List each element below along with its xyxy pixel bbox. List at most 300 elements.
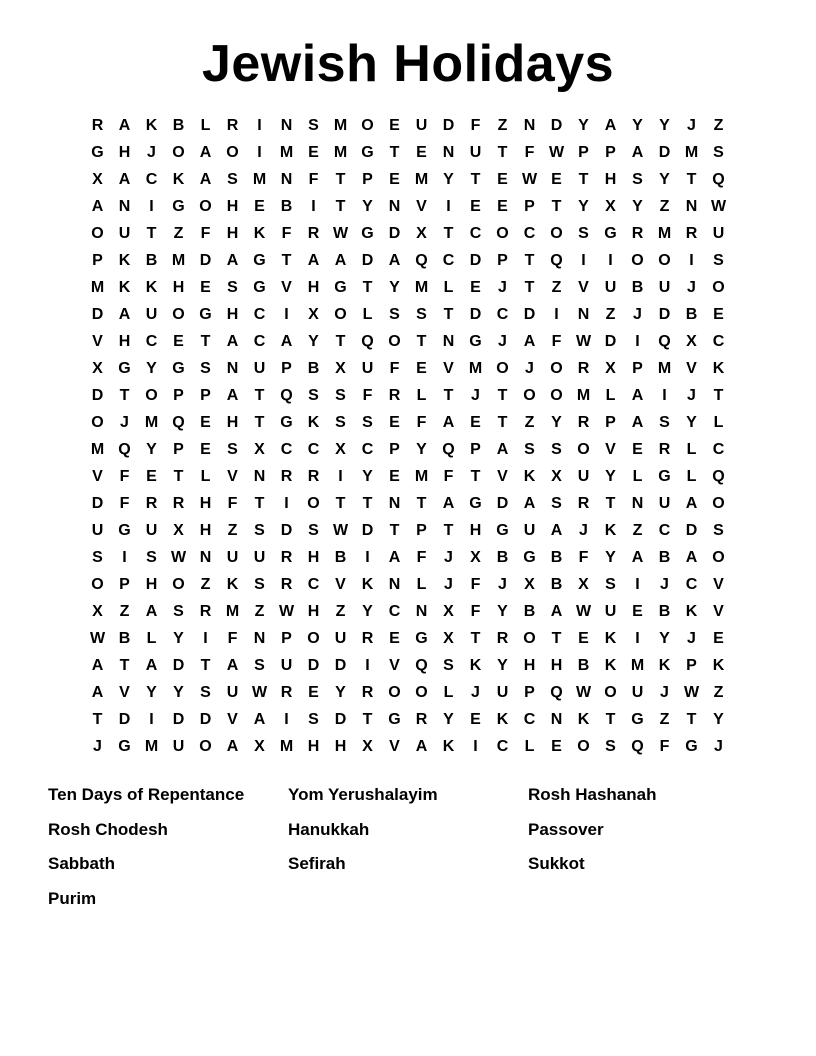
grid-letter: F [227,495,238,512]
grid-letter: C [280,441,293,458]
grid-letter: U [658,279,671,296]
grid-letter: N [388,198,401,215]
grid-letter: L [686,441,697,458]
grid-letter: A [388,549,401,566]
grid-row [84,193,732,220]
grid-letter: V [578,279,589,296]
grid-letter: E [308,684,319,701]
grid-letter: Y [173,684,184,701]
grid-letter: G [172,198,185,215]
grid-letter: Y [416,441,427,458]
grid-letter: T [335,198,346,215]
grid-letter: E [470,414,481,431]
grid-letter: H [307,279,320,296]
grid-letter: P [524,198,535,215]
grid-letter: K [496,711,509,728]
grid-letter: T [254,414,265,431]
grid-letter: X [524,576,535,593]
grid-letter: A [442,414,455,431]
grid-letter: V [605,441,616,458]
grid-letter: R [172,495,185,512]
grid-letter: G [469,333,482,350]
grid-letter: T [362,711,373,728]
grid-letter: G [253,279,266,296]
grid-letter: G [658,468,671,485]
grid-letter: R [91,117,104,134]
grid-letter: N [280,117,293,134]
grid-letter: X [335,441,346,458]
grid-letter: I [608,252,613,269]
grid-letter: T [416,495,427,512]
word-list-item: Sefirah [288,854,346,874]
grid-letter: R [307,468,320,485]
grid-row [84,598,732,625]
grid-letter: Y [605,549,616,566]
grid-letter: T [119,387,130,404]
grid-letter: H [226,198,239,215]
grid-letter: T [443,225,454,242]
grid-letter: Y [146,684,157,701]
grid-letter: A [118,171,131,188]
grid-letter: Q [361,333,374,350]
grid-letter: S [524,441,535,458]
grid-row [84,733,732,760]
grid-letter: T [254,495,265,512]
grid-letter: T [200,333,211,350]
grid-letter: M [414,171,429,188]
grid-letter: I [365,549,370,566]
grid-letter: M [333,144,348,161]
grid-letter: P [119,576,130,593]
grid-letter: I [122,549,127,566]
grid-letter: H [118,144,131,161]
grid-letter: E [497,171,508,188]
grid-letter: T [551,198,562,215]
grid-letter: U [577,468,590,485]
grid-letter: N [631,495,644,512]
grid-letter: E [578,630,589,647]
grid-letter: Z [173,225,184,242]
grid-letter: F [551,333,562,350]
grid-letter: D [91,387,104,404]
grid-letter: J [444,549,453,566]
grid-letter: X [308,306,319,323]
grid-letter: V [281,279,292,296]
grid-letter: E [389,468,400,485]
grid-letter: Y [659,171,670,188]
grid-letter: A [631,549,644,566]
grid-letter: L [686,468,697,485]
grid-letter: E [497,198,508,215]
grid-letter: E [470,279,481,296]
grid-letter: I [257,117,262,134]
grid-letter: I [581,252,586,269]
grid-row [84,544,732,571]
grid-letter: C [361,441,374,458]
grid-letter: O [712,279,725,296]
grid-letter: K [442,738,455,755]
grid-letter: D [523,306,536,323]
grid-letter: E [308,144,319,161]
grid-letter: Q [415,252,428,269]
grid-letter: C [469,225,482,242]
grid-letter: R [307,225,320,242]
grid-letter: X [470,549,481,566]
grid-letter: H [226,414,239,431]
grid-letter: A [145,657,158,674]
grid-letter: A [685,549,698,566]
grid-letter: X [443,603,454,620]
grid-letter: D [388,225,401,242]
grid-letter: J [444,576,453,593]
grid-letter: N [226,360,239,377]
word-list-item: Rosh Chodesh [48,819,168,839]
grid-letter: G [685,738,698,755]
grid-letter: K [604,630,617,647]
grid-letter: X [362,738,373,755]
grid-letter: E [416,144,427,161]
grid-letter: L [416,576,427,593]
grid-letter: M [684,144,699,161]
grid-letter: G [118,738,131,755]
grid-letter: T [578,171,589,188]
grid-letter: K [307,414,320,431]
grid-letter: E [713,306,724,323]
grid-letter: C [388,603,401,620]
grid-letter: L [416,387,427,404]
grid-letter: F [119,468,130,485]
grid-letter: T [686,711,697,728]
grid-letter: G [604,225,617,242]
grid-letter: U [280,657,293,674]
grid-letter: S [605,738,616,755]
grid-letter: R [658,441,671,458]
grid-letter: T [470,468,481,485]
grid-letter: O [712,495,725,512]
word-list-item: Sabbath [48,854,116,874]
grid-letter: P [200,387,211,404]
grid-letter: B [172,117,185,134]
word-list-item: Yom Yerushalayim [288,785,438,805]
grid-letter: A [145,603,158,620]
grid-letter: G [118,522,131,539]
grid-letter: R [577,495,590,512]
grid-letter: R [496,630,509,647]
grid-letter: I [635,576,640,593]
grid-letter: O [172,576,185,593]
grid-letter: E [389,414,400,431]
grid-letter: J [120,414,129,431]
grid-letter: R [280,468,293,485]
grid-letter: K [577,711,590,728]
grid-letter: C [658,522,671,539]
grid-letter: S [254,576,265,593]
grid-letter: H [469,522,482,539]
grid-letter: M [333,117,348,134]
word-list-row [48,813,768,848]
grid-letter: R [280,684,293,701]
grid-letter: D [334,711,347,728]
grid-letter: T [524,252,535,269]
grid-letter: U [496,684,509,701]
grid-letter: G [469,495,482,512]
grid-letter: M [144,738,159,755]
grid-letter: T [173,468,184,485]
word-list-item: Purim [48,888,97,908]
grid-letter: X [173,522,184,539]
word-list-item: Hanukkah [288,819,370,839]
grid-letter: H [226,306,239,323]
grid-letter: C [685,576,698,593]
grid-letter: J [498,576,507,593]
grid-letter: G [361,225,374,242]
grid-letter: A [631,387,644,404]
grid-letter: I [662,387,667,404]
grid-letter: T [605,711,616,728]
grid-letter: O [91,225,104,242]
grid-letter: O [658,252,671,269]
grid-letter: Z [254,603,265,620]
grid-letter: W [251,684,268,701]
grid-letter: R [685,225,698,242]
grid-letter: F [227,630,238,647]
grid-row [84,274,732,301]
grid-letter: X [443,630,454,647]
grid-letter: B [685,306,698,323]
grid-letter: L [200,468,211,485]
grid-letter: A [550,603,563,620]
grid-row [84,409,732,436]
grid-letter: Z [605,306,616,323]
grid-letter: H [523,657,536,674]
grid-letter: E [713,630,724,647]
grid-letter: O [307,495,320,512]
grid-letter: O [496,360,509,377]
grid-letter: Y [659,117,670,134]
grid-letter: U [469,144,482,161]
grid-letter: P [281,630,292,647]
grid-letter: W [521,171,538,188]
grid-letter: O [523,630,536,647]
grid-letter: M [225,603,240,620]
grid-letter: T [470,171,481,188]
grid-letter: A [253,711,266,728]
grid-letter: G [280,414,293,431]
grid-letter: K [118,252,131,269]
grid-letter: K [226,576,239,593]
grid-letter: Y [443,711,454,728]
grid-letter: O [172,306,185,323]
grid-letter: F [524,144,535,161]
grid-letter: Z [713,684,724,701]
grid-letter: G [388,711,401,728]
grid-letter: U [226,684,239,701]
grid-letter: H [334,738,347,755]
grid-letter: C [496,306,509,323]
grid-letter: J [687,630,696,647]
grid-letter: O [388,684,401,701]
grid-letter: T [713,387,724,404]
grid-letter: D [469,252,482,269]
grid-letter: V [443,360,454,377]
grid-letter: P [173,441,184,458]
page-title: Jewish Holidays [201,35,615,93]
grid-letter: J [660,576,669,593]
grid-letter: P [416,522,427,539]
grid-letter: S [335,414,346,431]
grid-letter: U [253,360,266,377]
grid-letter: U [658,495,671,512]
grid-letter: W [710,198,727,215]
grid-letter: Q [442,441,455,458]
grid-letter: D [307,657,320,674]
grid-letter: T [119,657,130,674]
grid-letter: O [550,360,563,377]
grid-letter: C [145,333,158,350]
grid-letter: I [311,198,316,215]
grid-letter: H [172,279,185,296]
grid-letter: O [712,549,725,566]
grid-letter: T [281,252,292,269]
grid-letter: N [577,306,590,323]
grid-letter: M [630,657,645,674]
grid-letter: N [118,198,131,215]
grid-letter: H [550,657,563,674]
grid-letter: F [470,576,481,593]
grid-letter: I [149,711,154,728]
grid-letter: A [91,198,104,215]
grid-letter: L [713,414,724,431]
grid-letter: X [335,360,346,377]
grid-row [84,112,732,139]
grid-letter: R [388,387,401,404]
grid-letter: I [257,144,262,161]
grid-letter: B [550,576,563,593]
grid-letter: Y [659,630,670,647]
grid-letter: L [362,306,373,323]
grid-letter: H [604,171,617,188]
grid-letter: E [200,414,211,431]
grid-letter: E [254,198,265,215]
grid-letter: K [172,171,185,188]
grid-letter: T [389,144,400,161]
grid-letter: U [712,225,725,242]
grid-letter: O [199,198,212,215]
grid-letter: A [118,306,131,323]
grid-letter: Y [578,198,589,215]
grid-letter: S [146,549,157,566]
grid-letter: O [145,387,158,404]
grid-letter: B [658,603,671,620]
grid-letter: Q [550,252,563,269]
grid-row [84,139,732,166]
grid-letter: Z [524,414,535,431]
grid-letter: V [389,738,400,755]
word-list-item: Ten Days of Repentance [48,785,245,805]
grid-letter: U [253,549,266,566]
grid-letter: S [254,522,265,539]
grid-letter: J [687,387,696,404]
grid-letter: A [307,252,320,269]
grid-letter: W [548,144,565,161]
grid-letter: N [199,549,212,566]
grid-letter: P [632,360,643,377]
grid-letter: T [443,387,454,404]
grid-letter: G [334,279,347,296]
grid-letter: C [307,576,320,593]
grid-letter: Z [200,576,211,593]
grid-letter: I [554,306,559,323]
grid-letter: E [632,603,643,620]
grid-letter: I [203,630,208,647]
grid-letter: A [496,441,509,458]
grid-row [84,355,732,382]
grid-letter: C [253,306,266,323]
grid-letter: Z [119,603,130,620]
grid-letter: N [523,117,536,134]
grid-letter: J [471,684,480,701]
grid-letter: P [605,414,616,431]
grid-letter: N [280,171,293,188]
grid-letter: N [253,468,266,485]
grid-letter: Y [551,414,562,431]
word-list-row [48,847,768,882]
grid-letter: F [416,414,427,431]
grid-letter: U [91,522,104,539]
word-list-row [48,882,768,917]
grid-letter: D [658,144,671,161]
grid-letter: P [686,657,697,674]
grid-letter: J [498,279,507,296]
grid-letter: P [605,144,616,161]
grid-letter: D [361,522,374,539]
grid-letter: M [90,441,105,458]
grid-letter: T [200,657,211,674]
grid-letter: J [93,738,102,755]
grid-letter: C [253,333,266,350]
grid-letter: F [578,549,589,566]
grid-letter: Q [415,657,428,674]
grid-letter: V [119,684,130,701]
grid-letter: A [631,414,644,431]
grid-letter: S [92,549,103,566]
grid-letter: S [308,387,319,404]
grid-letter: K [145,117,158,134]
grid-letter: K [658,657,671,674]
grid-letter: H [307,603,320,620]
grid-letter: B [145,252,158,269]
grid-letter: X [605,198,616,215]
grid-letter: I [365,657,370,674]
grid-letter: M [576,387,591,404]
grid-letter: V [335,576,346,593]
grid-letter: B [550,549,563,566]
grid-letter: P [92,252,103,269]
grid-letter: E [551,171,562,188]
grid-letter: J [147,144,156,161]
grid-letter: D [550,117,563,134]
grid-letter: C [307,441,320,458]
grid-letter: Y [362,603,373,620]
grid-letter: Z [227,522,238,539]
grid-letter: A [226,333,239,350]
grid-letter: D [118,711,131,728]
grid-letter: K [118,279,131,296]
grid-letter: S [200,684,211,701]
grid-letter: M [279,738,294,755]
grid-letter: O [496,225,509,242]
grid-letter: Y [362,468,373,485]
